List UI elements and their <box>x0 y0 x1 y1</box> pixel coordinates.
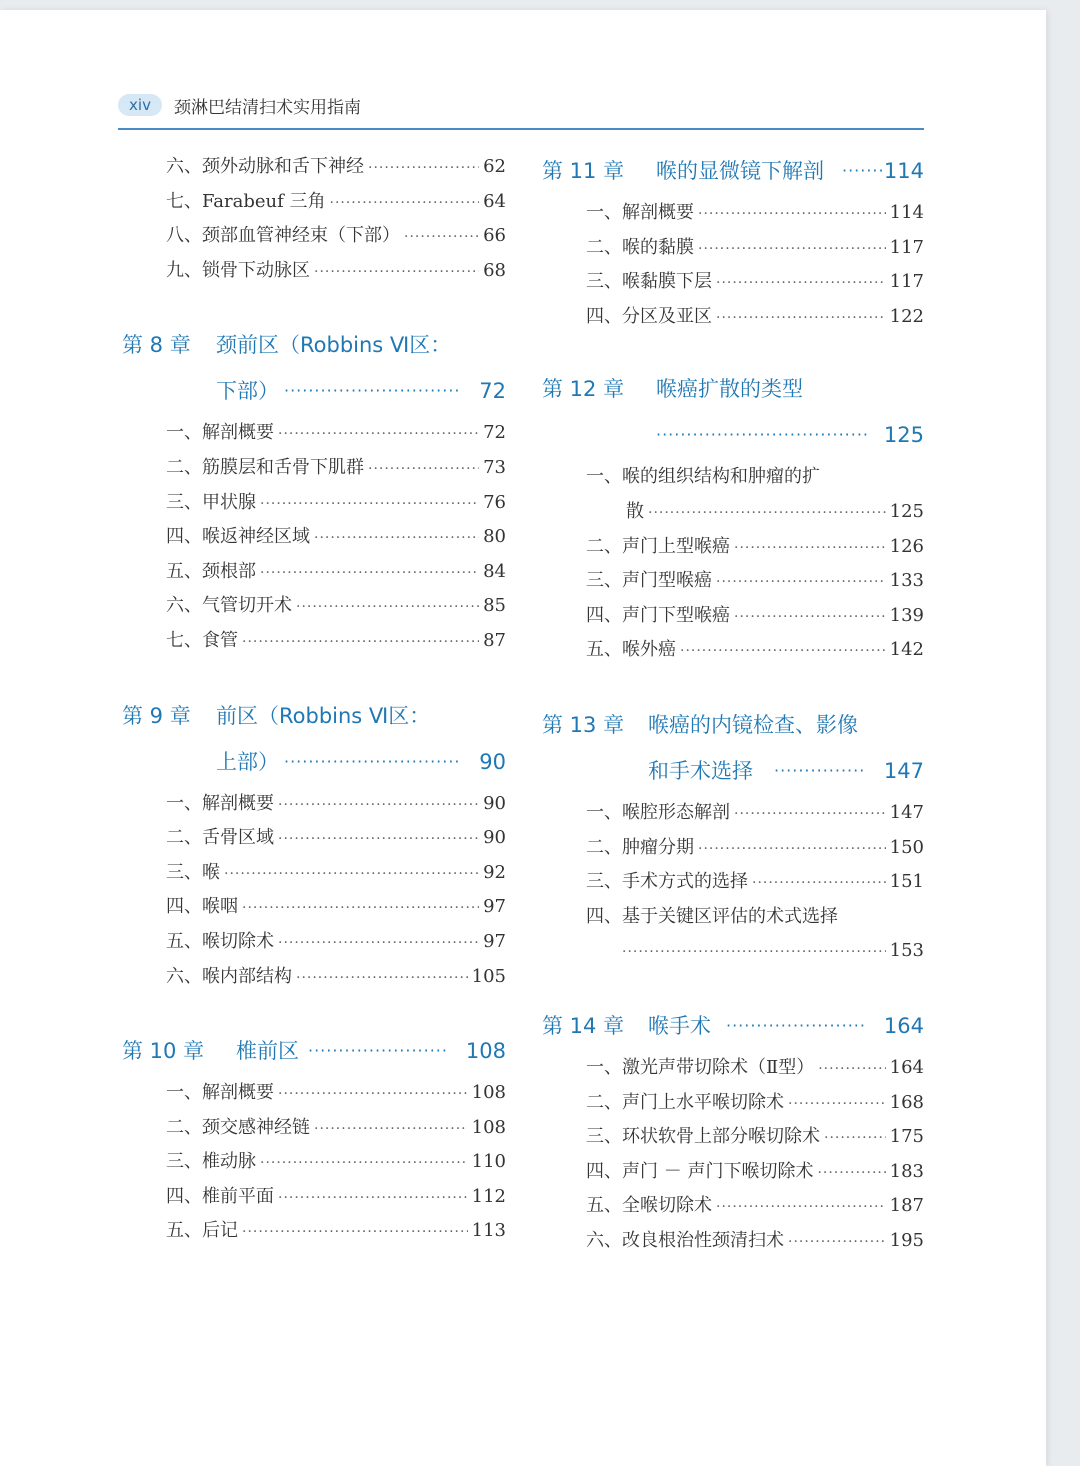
chapter-12-heading-line2[interactable]: ····· 125 <box>542 414 924 460</box>
toc-entry[interactable]: 八、颈部血管神经束（下部） ····· 66 <box>122 219 506 254</box>
toc-entry[interactable]: 二、颈交感神经链 ····· 108 <box>122 1111 506 1146</box>
toc-entry[interactable]: 一、解剖概要 ····· 72 <box>122 416 506 451</box>
chapter-9-entries <box>122 787 506 995</box>
running-header <box>118 80 924 130</box>
toc-entry[interactable]: 六、颈外动脉和舌下神经 ····· 62 <box>122 150 506 185</box>
chapter-10-heading[interactable]: 第 10 章 椎前区 ····· 108 <box>122 1030 506 1076</box>
toc-entry[interactable]: 五、喉外癌 ····· 142 <box>542 633 924 668</box>
chapter-12-entries <box>542 460 924 668</box>
toc-entry[interactable]: 三、环状软骨上部分喉切除术 ····· 175 <box>542 1120 924 1155</box>
chapter-10-entries <box>122 1076 506 1249</box>
toc-entry[interactable]: 三、椎动脉 ····· 110 <box>122 1145 506 1180</box>
toc-entry[interactable]: 九、锁骨下动脉区 ····· 68 <box>122 254 506 289</box>
toc-entry-line1[interactable]: 四、基于关键区评估的术式选择 <box>586 905 838 927</box>
chapter-12-heading[interactable]: 第 12 章 喉癌扩散的类型 <box>542 377 803 402</box>
toc-entry[interactable]: 一、激光声带切除术（Ⅱ型） ····· 164 <box>542 1051 924 1086</box>
chapter-8-heading[interactable]: 第 8 章 颈前区（Robbins Ⅵ区： <box>122 333 452 358</box>
chapter-9-heading[interactable]: 第 9 章 前区（Robbins Ⅵ区： <box>122 703 431 728</box>
toc-entry[interactable]: 七、食管 ····· 87 <box>122 624 506 659</box>
toc-entry[interactable]: 四、分区及亚区 ····· 122 <box>542 300 924 335</box>
toc-entry[interactable]: 五、全喉切除术 ····· 187 <box>542 1189 924 1224</box>
toc-entry[interactable]: 一、解剖概要 ····· 114 <box>542 196 924 231</box>
chapter-13-heading[interactable]: 第 13 章 喉癌的内镜检查、影像 <box>542 712 858 737</box>
toc-entry[interactable]: 四、声门下型喉癌 ····· 139 <box>542 599 924 634</box>
toc-entry[interactable]: 一、喉腔形态解剖 ····· 147 <box>542 796 924 831</box>
book-page <box>0 10 1046 1466</box>
chapter-11-heading[interactable]: 第 11 章 喉的显微镜下解剖 ····· 114 <box>542 150 924 196</box>
page-number-badge: xiv <box>118 94 162 116</box>
toc-entry[interactable]: 三、甲状腺 ····· 76 <box>122 486 506 521</box>
toc-entry[interactable]: 六、喉内部结构 ····· 105 <box>122 960 506 995</box>
toc-entry[interactable]: 五、后记 ····· 113 <box>122 1214 506 1249</box>
toc-entry[interactable]: 三、声门型喉癌 ····· 133 <box>542 564 924 599</box>
book-title: 颈淋巴结清扫术实用指南 <box>174 98 361 118</box>
toc-entry[interactable]: 三、喉黏膜下层 ····· 117 <box>542 265 924 300</box>
chapter-13-entries <box>542 796 924 969</box>
toc-entry[interactable]: 六、气管切开术 ····· 85 <box>122 589 506 624</box>
toc-entry-line2[interactable]: 散 ····· 125 <box>542 495 924 530</box>
toc-entry[interactable]: 七、Farabeuf 三角 ····· 64 <box>122 185 506 220</box>
ch7-continued-entries <box>122 150 506 288</box>
toc-entry[interactable]: 二、声门上水平喉切除术 ····· 168 <box>542 1086 924 1121</box>
toc-entry-line1[interactable]: 一、喉的组织结构和肿瘤的扩 <box>586 466 820 488</box>
toc-entry[interactable]: 六、改良根治性颈清扫术 ····· 195 <box>542 1224 924 1259</box>
toc-right-column <box>542 150 924 1258</box>
toc-entry[interactable]: 三、喉 ····· 92 <box>122 856 506 891</box>
chapter-8-heading-line2[interactable]: 下部） ····· 72 <box>122 370 506 416</box>
chapter-13-heading-line2[interactable]: 和手术选择 ····· 147 <box>542 750 924 796</box>
toc-entry[interactable]: 四、喉返神经区域 ····· 80 <box>122 520 506 555</box>
toc-entry[interactable]: 二、筋膜层和舌骨下肌群 ····· 73 <box>122 451 506 486</box>
toc-entry[interactable]: 三、手术方式的选择 ····· 151 <box>542 865 924 900</box>
chapter-14-heading[interactable]: 第 14 章 喉手术 ····· 164 <box>542 1005 924 1051</box>
chapter-9-heading-line2[interactable]: 上部） ····· 90 <box>122 741 506 787</box>
toc-entry[interactable]: 一、解剖概要 ····· 90 <box>122 787 506 822</box>
chapter-11-entries <box>542 196 924 334</box>
toc-entry[interactable]: 二、舌骨区域 ····· 90 <box>122 821 506 856</box>
toc-entry[interactable]: 五、颈根部 ····· 84 <box>122 555 506 590</box>
toc-entry[interactable]: 二、肿瘤分期 ····· 150 <box>542 831 924 866</box>
toc-entry[interactable]: 一、解剖概要 ····· 108 <box>122 1076 506 1111</box>
chapter-8-entries <box>122 416 506 658</box>
toc-entry[interactable]: 四、椎前平面 ····· 112 <box>122 1180 506 1215</box>
toc-entry[interactable]: 二、喉的黏膜 ····· 117 <box>542 231 924 266</box>
toc-left-column <box>122 150 506 1249</box>
toc-entry[interactable]: 二、声门上型喉癌 ····· 126 <box>542 530 924 565</box>
toc-entry-line2[interactable]: ····· 153 <box>542 934 924 969</box>
toc-entry[interactable]: 四、喉咽 ····· 97 <box>122 890 506 925</box>
chapter-14-entries <box>542 1051 924 1259</box>
toc-entry[interactable]: 四、声门 － 声门下喉切除术 ····· 183 <box>542 1155 924 1190</box>
toc-entry[interactable]: 五、喉切除术 ····· 97 <box>122 925 506 960</box>
